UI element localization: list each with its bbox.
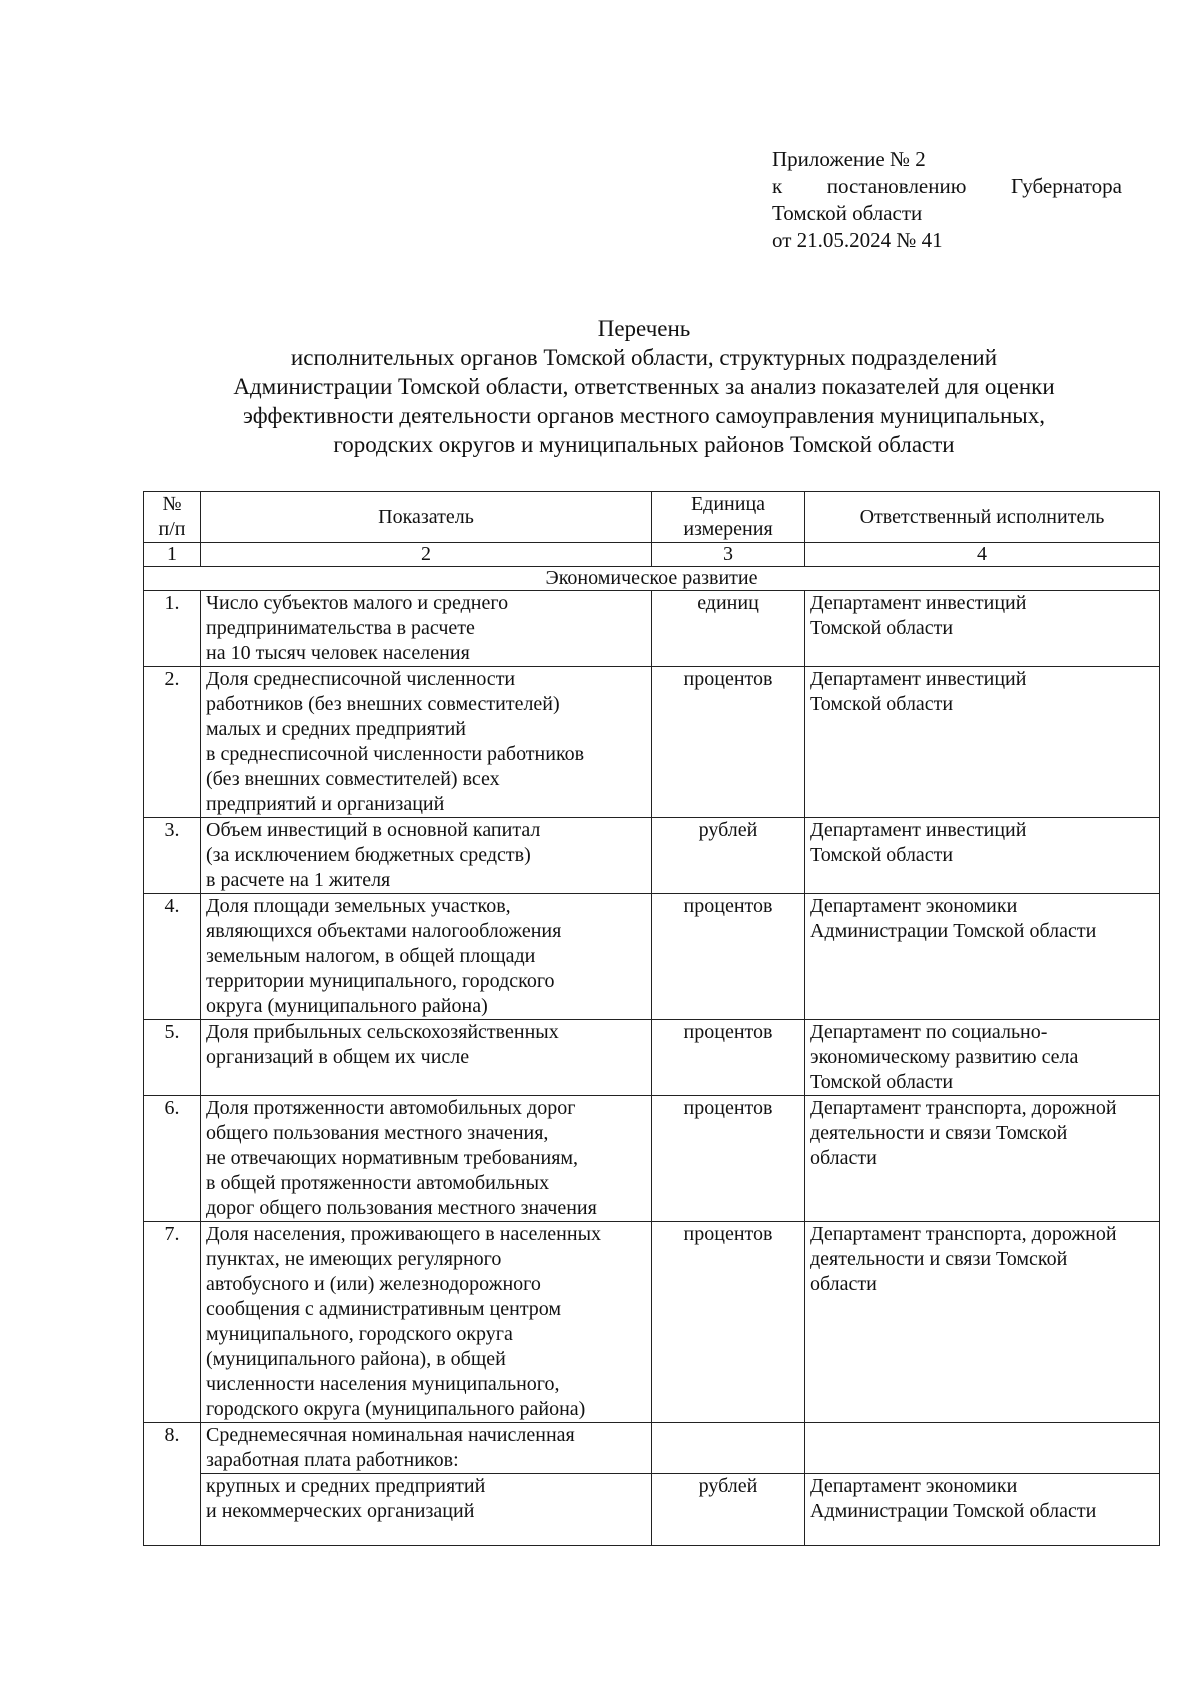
row-number: 3. xyxy=(144,818,201,894)
cell-line: автобусного и (или) железнодорожного xyxy=(206,1273,541,1295)
appendix-word-decree: постановлению xyxy=(826,174,967,198)
cell-line: Администрации Томской области xyxy=(810,920,1097,942)
row-responsible xyxy=(805,1423,1160,1474)
cell-line: Доля среднесписочной численности xyxy=(206,668,516,690)
header-indicator: Показатель xyxy=(201,492,652,543)
table-row xyxy=(144,1020,1160,1096)
appendix-line-2 xyxy=(772,173,1122,200)
row-indicator xyxy=(201,894,652,1020)
cell-line: на 10 тысяч человек населения xyxy=(206,642,470,664)
cell-line: сообщения с административным центром xyxy=(206,1298,562,1320)
column-index-3: 3 xyxy=(652,543,805,567)
table-row xyxy=(144,894,1160,1020)
cell-line: Доля населения, проживающего в населенных xyxy=(206,1223,602,1245)
cell-line: в расчете на 1 жителя xyxy=(206,869,391,891)
row-unit xyxy=(652,1423,805,1474)
cell-line: пунктах, не имеющих регулярного xyxy=(206,1248,502,1270)
row-unit: процентов xyxy=(652,1222,805,1423)
cell-line: Доля прибыльных сельскохозяйственных xyxy=(206,1021,559,1043)
cell-line: Томской области xyxy=(810,1071,954,1093)
appendix-word-governor: Губернатора xyxy=(1010,174,1122,198)
row-responsible xyxy=(805,1096,1160,1222)
cell-line: Департамент инвестиций xyxy=(810,819,1027,841)
title-line-5: городских округов и муниципальных районов Томской области xyxy=(333,432,955,457)
cell-line: Департамент инвестиций xyxy=(810,592,1027,614)
table-row xyxy=(144,1423,1160,1474)
cell-line: крупных и средних предприятий xyxy=(206,1475,486,1497)
cell-line: (без внешних совместителей) всех xyxy=(206,768,500,790)
cell-line: Томской области xyxy=(810,693,954,715)
title-line-2: исполнительных органов Томской области, структурных подразделений xyxy=(290,345,998,370)
row-unit: процентов xyxy=(652,894,805,1020)
cell-line: предприятий и организаций xyxy=(206,793,445,815)
cell-line: численности населения муниципального, xyxy=(206,1373,560,1395)
cell-line: Томской области xyxy=(810,617,954,639)
row-responsible xyxy=(805,667,1160,818)
row-indicator xyxy=(201,591,652,667)
cell-line: деятельности и связи Томской xyxy=(810,1248,1068,1270)
column-index-2: 2 xyxy=(201,543,652,567)
row-responsible xyxy=(805,1222,1160,1423)
table-header-row xyxy=(144,492,1160,543)
row-indicator xyxy=(201,667,652,818)
subrow-indicator xyxy=(201,1474,652,1546)
cell-line: общего пользования местного значения, xyxy=(206,1122,549,1144)
document-title xyxy=(140,314,1148,459)
header-unit: Единица измерения xyxy=(652,492,805,543)
section-title: Экономическое развитие xyxy=(144,567,1160,591)
cell-line: Департамент инвестиций xyxy=(810,668,1027,690)
row-number: 1. xyxy=(144,591,201,667)
cell-line: округа (муниципального района) xyxy=(206,995,488,1017)
row-unit: процентов xyxy=(652,1096,805,1222)
cell-line: предпринимательства в расчете xyxy=(206,617,475,639)
table-row xyxy=(144,591,1160,667)
row-responsible xyxy=(805,1020,1160,1096)
row-number: 6. xyxy=(144,1096,201,1222)
appendix-line-4: от 21.05.2024 № 41 xyxy=(772,228,943,252)
cell-line: земельным налогом, в общей площади xyxy=(206,945,536,967)
cell-line: области xyxy=(810,1273,877,1295)
cell-line: деятельности и связи Томской xyxy=(810,1122,1068,1144)
header-responsible: Ответственный исполнитель xyxy=(805,492,1160,543)
row-number: 7. xyxy=(144,1222,201,1423)
title-line-3: Администрации Томской области, ответственных за анализ показателей для оценки xyxy=(233,374,1055,399)
row-indicator xyxy=(201,1020,652,1096)
row-unit: единиц xyxy=(652,591,805,667)
cell-line: (за исключением бюджетных средств) xyxy=(206,844,531,866)
row-indicator xyxy=(201,1423,652,1474)
appendix-line-1: Приложение № 2 xyxy=(772,147,926,171)
row-indicator xyxy=(201,1096,652,1222)
cell-line: муниципального, городского округа xyxy=(206,1323,513,1345)
cell-line: и некоммерческих организаций xyxy=(206,1500,475,1522)
column-index-4: 4 xyxy=(805,543,1160,567)
cell-line: Число субъектов малого и среднего xyxy=(206,592,509,614)
cell-line: области xyxy=(810,1147,877,1169)
row-unit: процентов xyxy=(652,667,805,818)
cell-line: дорог общего пользования местного значения xyxy=(206,1197,597,1219)
row-number: 2. xyxy=(144,667,201,818)
row-indicator xyxy=(201,818,652,894)
subrow-responsible xyxy=(805,1474,1160,1546)
cell-line: в среднесписочной численности работников xyxy=(206,743,585,765)
table-subrow xyxy=(144,1474,1160,1546)
cell-line: территории муниципального, городского xyxy=(206,970,555,992)
subrow-unit: рублей xyxy=(652,1474,805,1546)
cell-line: Доля протяженности автомобильных дорог xyxy=(206,1097,576,1119)
cell-line: Департамент экономики xyxy=(810,1475,1018,1497)
appendix-block xyxy=(772,146,1122,254)
appendix-line-3: Томской области xyxy=(772,201,923,225)
cell-line: Департамент экономики xyxy=(810,895,1018,917)
cell-line: Департамент по социально- xyxy=(810,1021,1048,1043)
row-unit: процентов xyxy=(652,1020,805,1096)
row-number: 5. xyxy=(144,1020,201,1096)
row-responsible xyxy=(805,894,1160,1020)
cell-line: Томской области xyxy=(810,844,954,866)
row-number: 4. xyxy=(144,894,201,1020)
cell-line: Администрации Томской области xyxy=(810,1500,1097,1522)
table-row xyxy=(144,818,1160,894)
cell-line: городского округа (муниципального района) xyxy=(206,1398,586,1420)
row-responsible xyxy=(805,591,1160,667)
cell-line: работников (без внешних совместителей) xyxy=(206,693,560,715)
cell-line: заработная плата работников: xyxy=(206,1449,459,1471)
cell-line: не отвечающих нормативным требованиям, xyxy=(206,1147,579,1169)
row-responsible xyxy=(805,818,1160,894)
cell-line: экономическому развитию села xyxy=(810,1046,1079,1068)
column-index-row xyxy=(144,543,1160,567)
cell-line: Объем инвестиций в основной капитал xyxy=(206,819,541,841)
title-line-4: эффективности деятельности органов местного самоуправления муниципальных, xyxy=(243,403,1045,428)
cell-line: (муниципального района), в общей xyxy=(206,1348,506,1370)
indicators-table xyxy=(143,491,1160,1546)
cell-line: Департамент транспорта, дорожной xyxy=(810,1097,1117,1119)
title-line-1: Перечень xyxy=(597,316,691,341)
cell-line: Департамент транспорта, дорожной xyxy=(810,1223,1117,1245)
table-row xyxy=(144,1096,1160,1222)
row-number-empty xyxy=(144,1474,201,1546)
table-row xyxy=(144,1222,1160,1423)
row-unit: рублей xyxy=(652,818,805,894)
table-row xyxy=(144,667,1160,818)
cell-line: в общей протяженности автомобильных xyxy=(206,1172,550,1194)
header-num: № п/п xyxy=(144,492,201,543)
cell-line: организаций в общем их числе xyxy=(206,1046,470,1068)
cell-line: Среднемесячная номинальная начисленная xyxy=(206,1424,575,1446)
appendix-word-k: к xyxy=(772,174,783,198)
row-number: 8. xyxy=(144,1423,201,1474)
section-row xyxy=(144,567,1160,591)
column-index-1: 1 xyxy=(144,543,201,567)
cell-line: Доля площади земельных участков, xyxy=(206,895,511,917)
cell-line: малых и средних предприятий xyxy=(206,718,467,740)
cell-line: являющихся объектами налогообложения xyxy=(206,920,562,942)
row-indicator xyxy=(201,1222,652,1423)
